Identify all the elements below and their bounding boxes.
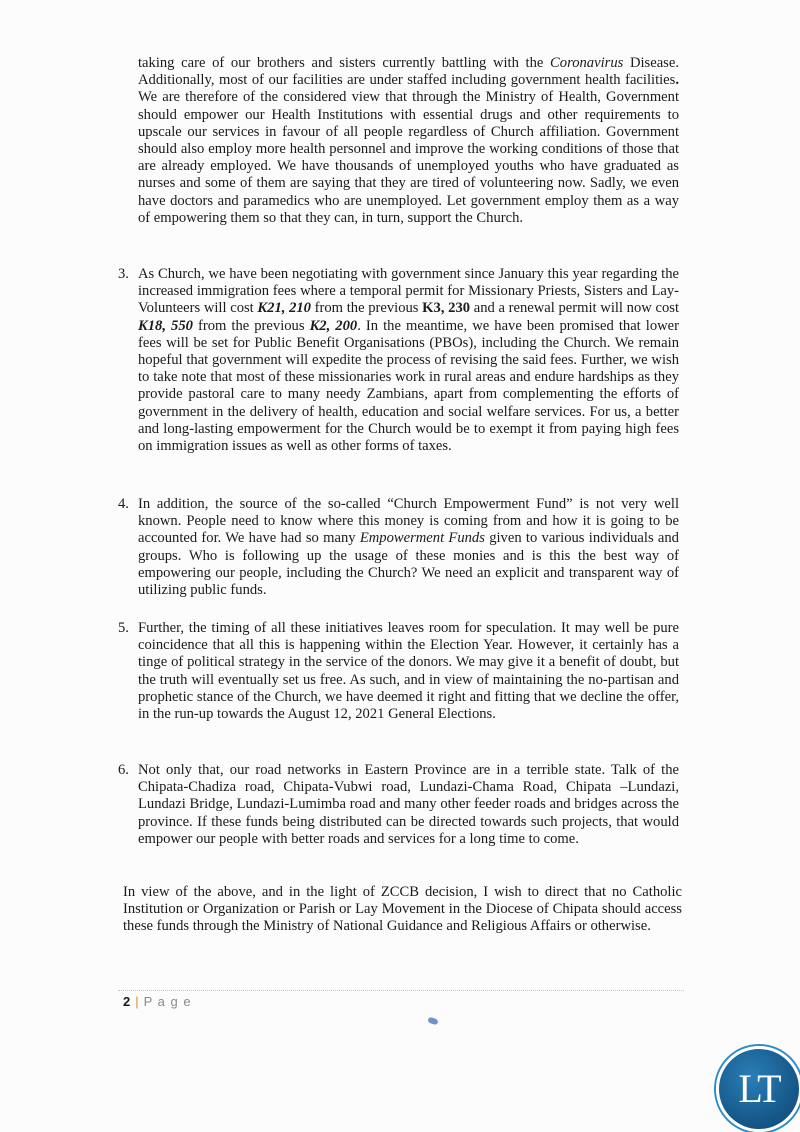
item-3-text-c: from the previous [310, 300, 423, 317]
intro-paragraph [138, 55, 679, 227]
item-3-text-e: and a renewal permit will now cost [470, 300, 679, 317]
closing-paragraph: In view of the above, and in the light of ZCCB decision, I wish to direct that no Catholic Institution or Organization or Parish or Lay Movement in the Diocese of Chipata should access these funds through the Ministry of National Guidance and Religious Affairs or otherwise. [123, 884, 682, 935]
intro-text-2: Disease. Additionally, most of our facilities are under staffed including government health facilities [138, 55, 679, 89]
intro-text-3: We are therefore of the considered view that through the Ministry of Health, Government should empower our Health Institutions with essential drugs and other requirements to upscale our services in favour of all people regardless of Church affiliation. Government should also employ more health personnel and improve the working conditions of those that are already employed. We have thousands of unemployed youths who have graduated as nurses and some of them are saying that they are tired of volunteering now. Sadly, we even have doctors and paramedics who are unemployed. Let government employ them as a way of empowering them so that they can, in turn, support the Church. [138, 89, 679, 226]
lt-logo-badge [716, 1046, 800, 1132]
item-3-fee-renewal-new: K18, 550 [138, 317, 193, 334]
intro-bold-period: . [675, 72, 679, 89]
item-4-empowerment-funds: Empowerment Funds [359, 530, 485, 547]
item-number: 6. [118, 762, 129, 778]
page-label: P a g e [143, 994, 192, 1009]
item-body [138, 266, 679, 455]
footer-separator: | [135, 994, 140, 1009]
item-body [138, 496, 679, 599]
intro-text-1: taking care of our brothers and sisters currently battling with the [138, 55, 551, 71]
page-number: 2 [123, 994, 132, 1009]
footer-divider [118, 990, 684, 992]
item-body: Further, the timing of all these initiatives leaves room for speculation. It may well be pure coincidence that all this is happening within the Election Year. However, it certainly has a tinge of political strategy in the service of the donors. We may give it a benefit of doubt, but the truth will eventually set us free. As such, and in view of maintaining the no-partisan and prophetic stance of the Church, we have deemed it right and fitting that we decline the offer, in the run-up towards the August 12, 2021 General Elections. [138, 620, 679, 723]
item-number: 5. [118, 620, 129, 636]
item-body: Not only that, our road networks in Eastern Province are in a terrible state. Talk of the Chipata-Chadiza road, Chipata-Vubwi road, Lundazi-Chama Road, Chipata –Lundazi, Lundazi Bridge, Lundazi-Lumimba road and many other feeder roads and bridges across the province. If these funds being distributed can be directed towards such projects, that would empower our people with better roads and services for a long time to come. [138, 762, 679, 847]
intro-emphasis-coronavirus: Coronavirus [550, 55, 624, 71]
page-footer [123, 994, 192, 1009]
item-number: 3. [118, 266, 129, 282]
item-3-fee-temporal-new: K21, 210 [257, 300, 311, 317]
item-4-text-a: In addition, the source of the so-called “Church Empowerment Fund” is not very well known. People need to know where this money is coming from and how it is going to be accounted for. We have had so many [138, 496, 679, 547]
item-3-fee-renewal-old: K2, 200 [309, 317, 358, 334]
item-3-text-i: . In the meantime, we have been promised that lower fees will be set for Public Benefit Organisations (PBOs), including the Church. We remain hopeful that government will expedite the process of revising the said fees. Further, we wish to take note that most of these missionaries work in rural areas and endure hardships as they provide pastoral care to many needy Zambians, apart from complementing the efforts of government in the delivery of health, education and social welfare services. For us, a better and long-lasting empowerment for the Church would be to exempt it from paying high fees on immigration issues as well as other forms of taxes. [138, 317, 680, 455]
item-3-text-g: from the previous [192, 317, 310, 334]
item-3-text-a: As Church, we have been negotiating with government since January this year regarding the increased immigration fees where a temporal permit for Missionary Priests, Sisters and Lay-Volunteers will cost [138, 266, 679, 317]
item-3-fee-temporal-old: K3, 230 [422, 300, 471, 317]
scan-artifact-mark [427, 1016, 438, 1025]
item-4-text-c: given to various individuals and groups. Who is following up the usage of these monies and is this the best way of empowering our people, including the Church? We need an explicit and transparent way of utilizing public funds. [138, 530, 679, 599]
item-number: 4. [118, 496, 129, 512]
logo-letters: LT [738, 1066, 780, 1111]
